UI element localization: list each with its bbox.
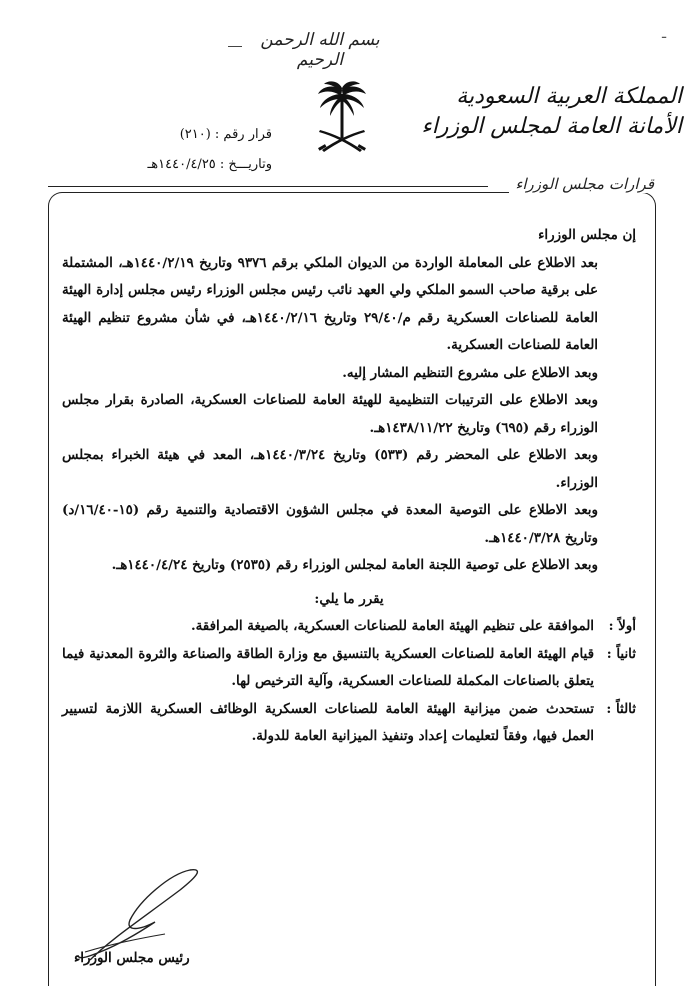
item-number: ثانياً : [606,645,636,662]
paragraph-economic-council: وبعد الاطلاع على التوصية المعدة في مجلس الشؤون الاقتصادية والتنمية رقم (١٥-١٦/٤٠/د) وتاريخ ١٤٤٠/٣/٢٨هـ. [62,502,598,546]
frame-top-rule [48,186,488,187]
item-text: الموافقة على تنظيم الهيئة العامة للصناعات العسكرية، بالصيغة المرافقة. [190,618,594,634]
decision-meta [132,120,272,180]
dash-mark [228,46,242,47]
decision-body [62,222,636,751]
stray-mark: ـ [662,26,667,42]
decision-number: قرار رقم : (٢١٠) [179,127,272,142]
basmala: بسم الله الرحمن الرحيم [260,30,380,70]
paragraph-organizational-arrangements: وبعد الاطلاع على الترتيبات التنظيمية للهيئة العامة للصناعات العسكرية، الصادرة بقرار مجلس الوزراء رقم (٦٩٥) وتاريخ ١٤٣٨/١١/٢٢هـ. [62,392,598,436]
paragraph-royal-court: بعد الاطلاع على المعاملة الواردة من الديوان الملكي برقم ٩٣٧٦ وتاريخ ١٤٤٠/٢/١٩هـ، المشتملة على برقية صاحب السمو الملكي ولي العهد نائب رئيس مجلس الوزراء رئيس مجلس إدارة الهيئة العامة للصناعات العسكرية رقم م/٢٩/٤٠ وتاريخ ١٤٤٠/٢/١٦هـ، في شأن مشروع تنظيم الهيئة العامة للصناعات العسكرية. [62,254,598,353]
opening-line: إن مجلس الوزراء [538,227,636,243]
decision-item [62,696,636,751]
item-text: تستحدث ضمن ميزانية الهيئة العامة للصناعات العسكرية الوظائف العسكرية اللازمة لتسيير العمل فيها، وفقاً لتعليمات إعداد وتنفيذ الميزانية العامة للدولة. [62,700,594,744]
ministry-heading [421,82,682,142]
decision-item [62,641,636,696]
ministry-line-kingdom: المملكة العربية السعودية [456,84,682,109]
decision-item [62,613,636,641]
palm-swords-emblem-icon [314,80,370,162]
item-number: أولاً : [608,618,636,634]
ministry-line-secretariat: الأمانة العامة لمجلس الوزراء [421,114,682,139]
item-number: ثالثاً : [606,700,636,717]
decision-date: وتاريـــخ : ١٤٤٠/٤/٢٥هـ [147,157,272,172]
decides-heading: يقرر ما يلي: [314,590,384,607]
item-text: قيام الهيئة العامة للصناعات العسكرية بالتنسيق مع وزارة الطاقة والصناعة والثروة المعدنية فيما يتعلق بالصناعات المكملة للصناعات العسكرية، وآلية الترخيص لها. [62,645,594,689]
paragraph-experts-minutes: وبعد الاطلاع على المحضر رقم (٥٣٣) وتاريخ ١٤٤٠/٣/٢٤هـ، المعد في هيئة الخبراء بمجلس الوزراء. [62,447,598,491]
paragraph-general-committee: وبعد الاطلاع على توصية اللجنة العامة لمجلس الوزراء رقم (٢٥٣٥) وتاريخ ١٤٤٠/٤/٢٤هـ. [111,557,598,573]
series-title: قرارات مجلس الوزراء [509,175,660,193]
paragraph-draft-regulation: وبعد الاطلاع على مشروع التنظيم المشار إليه. [342,364,598,381]
signatory-title: رئيس مجلس الوزراء [74,950,190,966]
